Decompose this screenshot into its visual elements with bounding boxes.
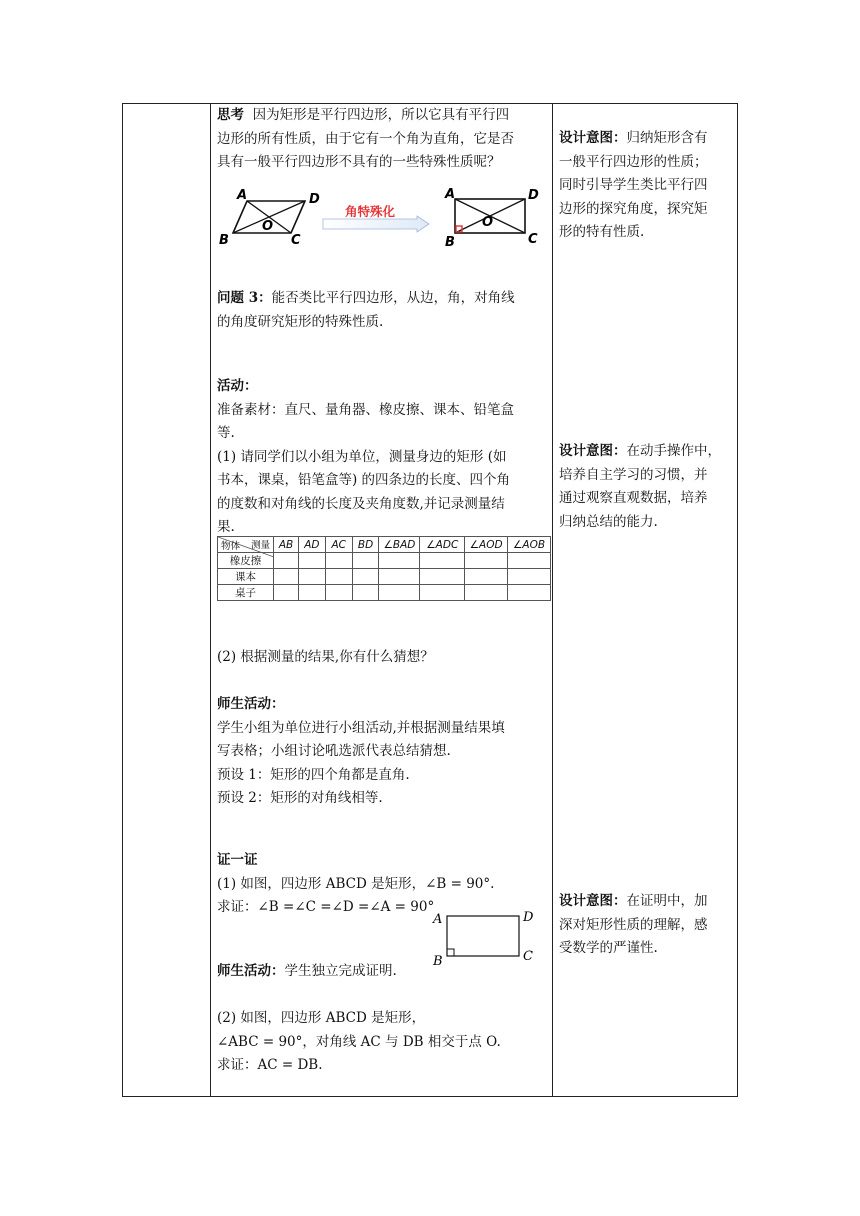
proof-line: ∠ABC = 90°，对角线 AC 与 DB 相交于点 O. — [217, 1033, 501, 1050]
proof-line: 求证：∠B =∠C =∠D =∠A = 90° — [217, 899, 435, 915]
activity-title: 活动： — [217, 378, 258, 394]
design-intent-line: 形的特有性质. — [559, 224, 645, 240]
teacher-activity-line: 写表格；小组讨论吼选派代表总结猜想. — [217, 743, 451, 759]
design-intent-label: 设计意图： — [559, 893, 627, 909]
proof-line: (2) 如图，四边形 ABCD 是矩形， — [217, 1010, 426, 1026]
label-c: C — [528, 232, 538, 247]
design-intent-line: 归纳总结的能力. — [559, 513, 658, 530]
activity-line: 果. — [217, 519, 235, 535]
right-angle-marker — [447, 949, 454, 956]
table-header: AB — [274, 537, 299, 553]
design-intent-3 — [559, 890, 723, 961]
activity-line: 书本，课桌，铅笔盒等) 的四条边的长度、四个角 — [217, 472, 511, 488]
corner-top: 测量 — [251, 540, 271, 551]
teacher-activity-paragraph — [217, 693, 545, 811]
teacher-activity-line: 预设 2：矩形的对角线相等. — [217, 790, 383, 806]
label-a: A — [445, 187, 456, 202]
label-c: C — [291, 233, 301, 248]
design-intent-label: 设计意图： — [559, 130, 627, 146]
label-b: B — [445, 235, 455, 250]
table-row-label: 桌子 — [218, 585, 274, 601]
design-intent-line: 边形的探究角度，探究矩 — [559, 200, 708, 217]
question3-line: 的角度研究矩形的特殊性质. — [217, 313, 384, 330]
design-intent-line: 深对矩形性质的理解，感 — [559, 916, 708, 933]
design-intent-line: 培养自主学习的习惯，并 — [559, 466, 708, 483]
rectangle-shape — [447, 916, 519, 956]
table-header-row — [218, 537, 551, 553]
design-intent-line: 通过观察直观数据，培养 — [559, 490, 708, 506]
table-row — [218, 585, 551, 601]
design-intent-2 — [559, 440, 723, 534]
label-a: A — [237, 188, 248, 203]
parallelogram-to-rectangle-figure — [217, 186, 543, 252]
activity-line: 等. — [217, 425, 235, 441]
design-intent-1 — [559, 127, 723, 245]
teacher-activity-title: 师生活动： — [217, 696, 285, 712]
activity-paragraph — [217, 375, 545, 540]
teacher-activity-line: 学生小组为单位进行小组活动,并根据测量结果填 — [217, 719, 505, 736]
activity-line: 准备素材：直尺、量角器、橡皮擦、课本、铅笔盒 — [217, 401, 514, 418]
proof-line: 求证：AC = DB. — [217, 1057, 323, 1073]
teacher-activity-text: 学生独立完成证明. — [284, 963, 397, 979]
label-a: A — [433, 912, 443, 927]
table-header: BD — [352, 537, 379, 553]
table-header: AD — [298, 537, 325, 553]
table-corner-cell — [218, 537, 274, 553]
measurement-table — [217, 536, 551, 601]
table-header: ∠AOD — [465, 537, 508, 553]
label-o: O — [262, 219, 274, 234]
guess-question: (2) 根据测量的结果,你有什么猜想？ — [217, 649, 434, 665]
think-line: 具有一般平行四边形不具有的一些特殊性质呢？ — [217, 154, 501, 170]
arrow-text: 角特殊化 — [345, 204, 396, 219]
design-intent-line: 受数学的严谨性. — [559, 940, 658, 956]
label-d: D — [309, 192, 320, 207]
design-intent-line: 归纳矩形含有 — [626, 130, 708, 146]
question3-label: 问题 3： — [217, 290, 272, 306]
design-intent-line: 一般平行四边形的性质； — [559, 153, 708, 170]
design-intent-line: 在证明中，加 — [626, 893, 708, 909]
table-header: AC — [325, 537, 352, 553]
table-header: ∠AOB — [508, 537, 551, 553]
proof-line: (1) 如图，四边形 ABCD 是矩形，∠B = 90°. — [217, 875, 495, 892]
corner-bottom: 物体 — [221, 541, 241, 552]
label-d: D — [523, 910, 534, 925]
activity-line: (1) 请同学们以小组为单位，测量身边的矩形 (如 — [217, 448, 507, 465]
table-row-label: 课本 — [218, 569, 274, 585]
label-b: B — [433, 954, 443, 966]
proof2-paragraph — [217, 1007, 545, 1078]
teacher-activity-title: 师生活动： — [217, 963, 285, 979]
design-intent-line: 在动手操作中， — [626, 443, 721, 459]
question3-line: 能否类比平行四边形，从边，角，对角线 — [271, 290, 515, 306]
label-b: B — [219, 233, 229, 248]
lesson-table — [122, 103, 738, 1097]
think-label: 思考 — [217, 107, 244, 123]
label-c: C — [523, 949, 533, 964]
table-header: ∠ADC — [420, 537, 465, 553]
question3-paragraph — [217, 287, 545, 334]
activity-line: 的度数和对角线的长度及夹角度数,并记录测量结 — [217, 495, 505, 512]
think-line: 边形的所有性质，由于它有一个角为直角，它是否 — [217, 130, 514, 147]
design-intent-column — [553, 104, 729, 1096]
label-o: O — [482, 215, 494, 230]
design-intent-label: 设计意图： — [559, 443, 627, 459]
table-row — [218, 569, 551, 585]
think-paragraph — [217, 104, 545, 175]
design-intent-line: 同时引导学生类比平行四 — [559, 177, 708, 193]
teacher-activity-2 — [217, 960, 545, 984]
table-header: ∠BAD — [379, 537, 420, 553]
rectangle-figure — [429, 908, 547, 966]
proof-title: 证一证 — [217, 852, 258, 868]
think-line: 因为矩形是平行四边形，所以它具有平行四 — [252, 107, 510, 123]
table-row-label: 橡皮擦 — [218, 553, 274, 569]
label-d: D — [528, 188, 539, 203]
teacher-activity-line: 预设 1：矩形的四个角都是直角. — [217, 766, 410, 783]
content-column — [211, 104, 551, 1096]
